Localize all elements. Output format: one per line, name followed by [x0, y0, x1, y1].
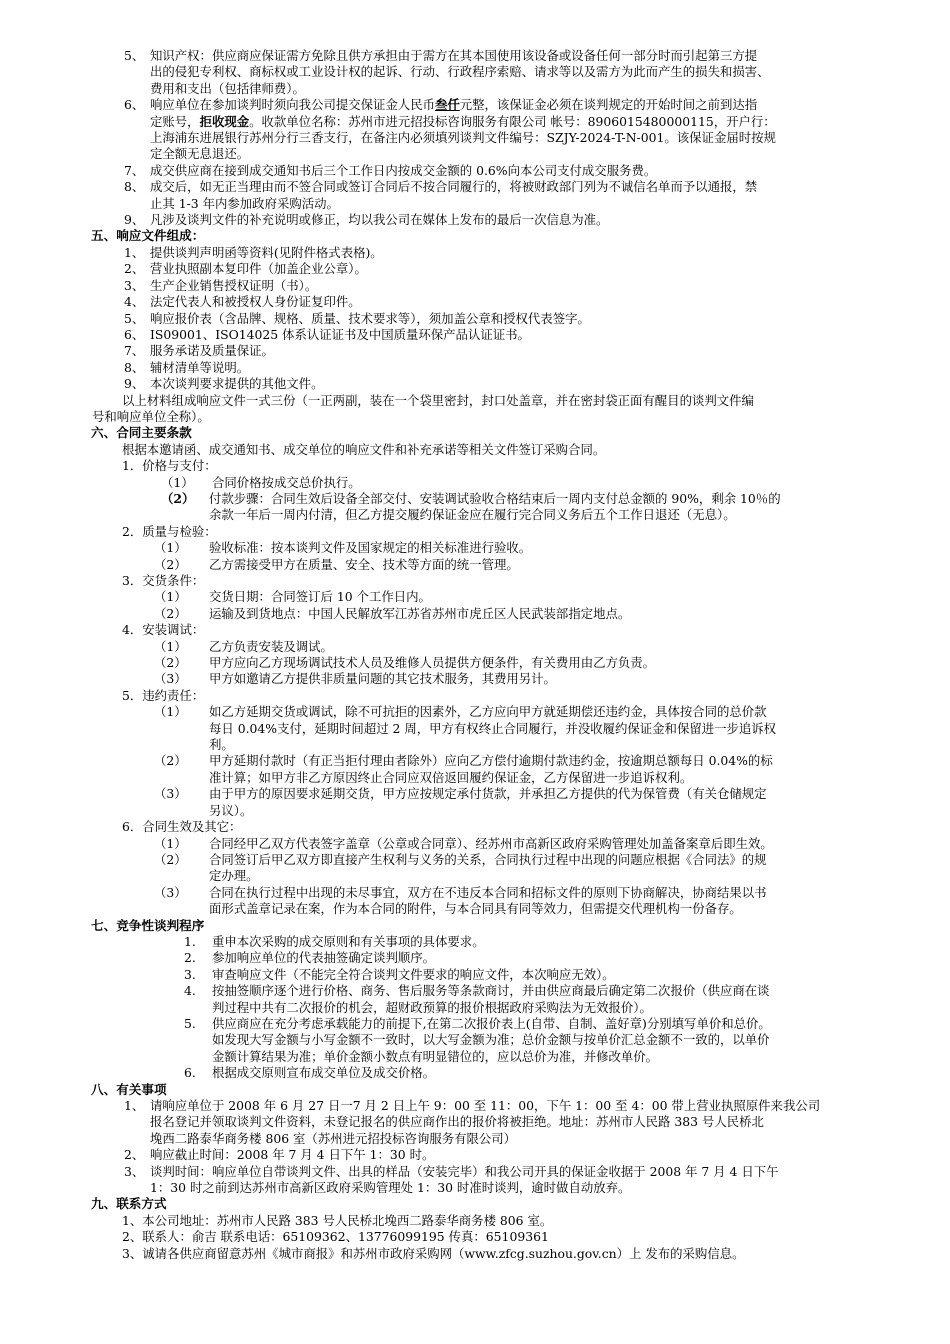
line-text: 4．安装调试： — [122, 622, 205, 638]
text-line — [0, 212, 950, 228]
item-number: （2） — [154, 605, 187, 621]
text-line — [0, 48, 950, 64]
line-text: 重申本次采购的成交原则和有关事项的具体要求。 — [212, 933, 485, 949]
line-text: 乙方负责安装及调试。 — [209, 638, 333, 654]
line-text: 如乙方延期交货或调试，除不可抗拒的因素外，乙方应向甲方就延期偿还违约金，具体按合同的总价款 — [209, 704, 767, 720]
line-text: 定全额无息退还。 — [150, 146, 250, 162]
item-number: （1） — [154, 589, 187, 605]
text-line — [0, 819, 950, 835]
line-text: 由于甲方的原因要求延期交货，甲方应按规定承付货款，并承担乙方提供的代为保管费（有关仓储规定 — [209, 786, 767, 802]
line-text: 乙方需接受甲方在质量、安全、技术等方面的统一管理。 — [209, 556, 519, 572]
line-text-cont: 。收款单位名称：苏州市进元招投标咨询服务有限公司 帐号：8906015480000115，开户行： — [249, 113, 776, 129]
text-line — [0, 1213, 950, 1229]
text-line — [0, 573, 950, 589]
line-text: 甲方延期付款时（有正当拒付理由者除外）应向乙方偿付逾期付款违约金，按逾期总额每日 0.04%的标 — [209, 753, 773, 769]
text-line — [0, 507, 950, 523]
text-line — [0, 409, 950, 425]
text-line — [0, 278, 950, 294]
item-number: 7、 — [124, 343, 145, 359]
text-line — [0, 868, 950, 884]
line-text: 谈判时间：响应单位自带谈判文件、出具的样品（安装完毕）和我公司开具的保证金收据于 2008 年 7 月 4 日下午 — [150, 1163, 779, 1179]
item-number: 5、 — [124, 48, 145, 63]
text-line — [0, 950, 950, 966]
line-text: 本次谈判要求提供的其他文件。 — [150, 376, 324, 392]
line-text: 以上材料组成响应文件一式三份（一正两副，装在一个袋里密封，封口处盖章，并在密封袋正面有醒目的谈判文件编 — [122, 392, 754, 408]
line-text: 判过程中共有二次报价的机会，超财政预算的报价根据政府采购法为无效报价）。 — [212, 999, 652, 1015]
text-line — [0, 475, 950, 491]
line-text: 3、诚请各供应商留意苏州《城市商报》和苏州市政府采购网（www.zfcg.suzhou.gov.cn）上 发布的采购信息。 — [122, 1245, 745, 1261]
item-number: 9、 — [124, 212, 145, 228]
text-line — [0, 146, 950, 162]
text-line — [0, 622, 950, 638]
line-text: 1、本公司地址：苏州市人民路 383 号人民桥北堍西二路泰华商务楼 806 室。 — [122, 1212, 553, 1228]
line-text: 利。 — [209, 737, 234, 753]
line-text: 根据本邀请函、成交通知书、成交单位的响应文件和补充承诺等相关文件签订采购合同。 — [122, 441, 606, 457]
line-text: 验收标准：按本谈判文件及国家规定的相关标准进行验收。 — [209, 540, 532, 556]
text-line — [0, 967, 950, 983]
line-text: 供应商应在充分考虑承载能力的前提下,在第二次报价表上(自带、自制、盖好章)分别填写单价和总价。 — [212, 1015, 771, 1031]
item-number: 1、 — [124, 244, 145, 260]
line-text: 报名登记并领取谈判文件资料，未登记报名的供应商作出的报价将被拒绝。地址：苏州市人民路 383 号人民桥北 — [150, 1114, 764, 1130]
text-line — [0, 557, 950, 573]
item-number: 8、 — [124, 359, 145, 375]
item-number: 1. — [184, 933, 196, 949]
item-number: 8、 — [124, 179, 145, 195]
item-number: 9、 — [124, 376, 145, 392]
line-text: 号和响应单位全称）。 — [92, 408, 210, 424]
text-line — [0, 1000, 950, 1016]
item-number: （1） — [154, 704, 187, 720]
text-line — [0, 327, 950, 343]
text-line — [0, 393, 950, 409]
text-line — [0, 491, 950, 507]
line-text: IS09001、ISO14025 体系认证证书及中国质量环保产品认证证书。 — [150, 326, 530, 342]
text-line — [0, 524, 950, 540]
item-number: 2、 — [124, 1147, 145, 1163]
line-text: 服务承诺及质量保证。 — [150, 343, 274, 359]
item-number: （3） — [154, 786, 187, 802]
line-text: 响应单位在参加谈判时须向我公司提交保证金人民币 — [150, 97, 435, 113]
line-text: 余款一年后一周内付清，但乙方提交履约保证金应在履行完合同义务后五个工作日退还（无息）。 — [209, 507, 736, 523]
line-text: 5．违约责任： — [122, 687, 205, 703]
text-line — [0, 655, 950, 671]
text-line — [0, 885, 950, 901]
line-text: 合同签订后甲乙双方即直接产生权利与义务的关系，合同执行过程中出现的问题应根据《合同法》的规 — [209, 851, 767, 867]
line-text: 准计算；如甲方非乙方原因终止合同应双倍返回履约保证金，乙方保留进一步追诉权利。 — [209, 769, 693, 785]
line-text: 成交供应商在接到成交通知书后三个工作日内按成交金额的 0.6%向本公司支付成交服务费。 — [150, 162, 657, 178]
item-number: （2） — [154, 851, 187, 867]
text-line — [0, 770, 950, 786]
section-heading — [0, 1196, 950, 1212]
deposit-amount: 叁仟 — [434, 97, 460, 113]
line-text: 定办理。 — [209, 868, 259, 884]
section-heading — [0, 918, 950, 934]
text-line — [0, 196, 950, 212]
line-text: 如发现大写金额与小写金额不一致时，以大写金额为准；总价金额与按单价汇总金额不一致的，以单价 — [212, 1032, 770, 1048]
line-text: 成交后，如无正当理由而不签合同或签订合同后不按合同履行的，将被财政部门列为不诚信名单而予以通报，禁 — [150, 179, 758, 195]
item-number: （2） — [154, 556, 187, 572]
line-text: 审查响应文件（不能完全符合谈判文件要求的响应文件，本次响应无效）。 — [212, 966, 615, 982]
line-text: 参加响应单位的代表抽签确定谈判顺序。 — [212, 950, 436, 966]
item-number: 3. — [184, 966, 196, 982]
line-text: 1：30 时之前到达苏州市高新区政府采购管理处 1：30 时准时谈判，逾时做自动放弃。 — [150, 1180, 631, 1196]
line-text: 按抽签顺序逐个进行价格、商务、售后服务等条款商讨，并由供应商最后确定第二次报价（供应商在谈 — [212, 983, 770, 999]
text-line — [0, 671, 950, 687]
item-number: （3） — [154, 884, 187, 900]
text-line — [0, 803, 950, 819]
item-number: （2） — [154, 753, 187, 769]
item-number: （3） — [154, 671, 187, 687]
text-line — [0, 901, 950, 917]
no-cash-notice: 拒收现金 — [199, 113, 250, 129]
line-text: 费用和支出（包括律师费）。 — [150, 80, 305, 96]
item-number: （1） — [154, 835, 187, 851]
text-line — [0, 1032, 950, 1048]
line-text: 请响应单位于 2008 年 6 月 27 日一7 月 2 日上午 9：00 至 11：00，下午 1：00 至 4：00 带上营业执照原件来我公司 — [150, 1098, 821, 1113]
text-line — [0, 294, 950, 310]
item-number: 4. — [184, 983, 196, 999]
line-text: 面形式盖章记录在案，作为本合同的附件，与本合同具有同等效力，但需提交代理机构一份备存。 — [209, 901, 742, 917]
text-line — [0, 376, 950, 392]
heading-text: 六、合同主要条款 — [91, 425, 192, 441]
text-line — [0, 114, 950, 130]
line-text: 甲方应向乙方现场调试技术人员及维修人员提供方便条件，有关费用由乙方负责。 — [209, 655, 656, 671]
item-number: 7、 — [124, 162, 145, 178]
line-text: 6．合同生效及其它： — [122, 819, 242, 835]
item-number: 1、 — [124, 1098, 145, 1113]
text-line — [0, 1131, 950, 1147]
line-text: 另议）。 — [209, 802, 253, 818]
item-number: 5. — [184, 1015, 196, 1031]
line-text: 法定代表人和被授权人身份证复印件。 — [150, 294, 361, 310]
line-text: 合同在执行过程中出现的未尽事宜，双方在不违反本合同和招标文件的原则下协商解决，协商结果以书 — [209, 884, 767, 900]
line-text: 交货日期：合同签订后 10 个工作日内。 — [209, 589, 431, 605]
text-line — [0, 540, 950, 556]
text-line — [0, 721, 950, 737]
document-page — [0, 48, 950, 1262]
text-line — [0, 163, 950, 179]
text-line — [0, 753, 950, 769]
line-text-cont: 元整，该保证金必须在谈判规定的开始时间之前到达指 — [459, 97, 758, 113]
line-text: 合同价格按成交总价执行。 — [212, 474, 361, 490]
line-text: 堍西二路泰华商务楼 806 室（苏州进元招投标咨询服务有限公司） — [150, 1130, 517, 1146]
section-heading — [0, 1082, 950, 1098]
text-line — [0, 704, 950, 720]
line-text: 2、联系人：俞吉 联系电话：65109362、13776099195 传真：65109361 — [122, 1229, 549, 1245]
line-text: 3．交货条件： — [122, 573, 205, 588]
item-number: （2） — [154, 655, 187, 671]
line-text: 2．质量与检验： — [122, 523, 217, 539]
line-text: 凡涉及谈判文件的补充说明或修正，均以我公司在媒体上发布的最后一次信息为准。 — [150, 212, 609, 228]
text-line — [0, 589, 950, 605]
item-number: （2） — [161, 490, 195, 506]
item-number: （1） — [154, 638, 187, 654]
text-line — [0, 64, 950, 80]
item-number: 3、 — [124, 277, 145, 293]
line-text: 响应截止时间：2008 年 7 月 4 日下午 1：30 时。 — [150, 1147, 435, 1163]
text-line — [0, 737, 950, 753]
heading-text: 九、联系方式 — [91, 1196, 167, 1212]
text-line — [0, 688, 950, 704]
text-line — [0, 639, 950, 655]
text-line — [0, 1016, 950, 1032]
text-line — [0, 1246, 950, 1262]
line-text: 甲方如邀请乙方提供非质量问题的其它技术服务，其费用另计。 — [209, 671, 556, 687]
text-line — [0, 442, 950, 458]
text-line — [0, 360, 950, 376]
item-number: 4、 — [124, 294, 145, 310]
item-number: （1） — [154, 540, 187, 556]
text-line — [0, 97, 950, 113]
line-text: 营业执照副本复印件（加盖企业公章）。 — [150, 261, 367, 277]
text-line — [0, 1065, 950, 1081]
text-line — [0, 81, 950, 97]
line-text: 生产企业销售授权证明（书）。 — [150, 277, 318, 293]
line-text: 合同经甲乙双方代表签字盖章（公章或合同章）、经苏州市高新区政府采购管理处加盖备案章后即生效。 — [209, 835, 773, 851]
line-text: 1．价格与支付： — [122, 458, 217, 474]
text-line — [0, 1114, 950, 1130]
section-heading — [0, 425, 950, 441]
text-line — [0, 1049, 950, 1065]
item-number: 2. — [184, 950, 196, 966]
text-line — [0, 130, 950, 146]
line-text: 定账号， — [150, 113, 200, 129]
text-line — [0, 786, 950, 802]
section-heading — [0, 228, 950, 244]
item-number: （1） — [161, 474, 194, 490]
item-number: 5、 — [124, 310, 145, 326]
item-number: 3、 — [124, 1163, 145, 1179]
item-number: 6. — [184, 1065, 196, 1081]
text-line — [0, 1180, 950, 1196]
line-text: 上海浦东进展银行苏州分行三香支行，在备注内必须填列谈判文件编号：SZJY-2024-T-N-001。该保证金届时按规 — [150, 130, 776, 146]
text-line — [0, 1098, 950, 1114]
text-line — [0, 245, 950, 261]
heading-text: 七、竞争性谈判程序 — [91, 917, 205, 933]
line-text: 止其 1-3 年内参加政府采购活动。 — [150, 195, 339, 211]
line-text: 提供谈判声明函等资料(见附件格式表格)。 — [150, 244, 383, 260]
line-text: 付款步骤：合同生效后设备全部交付、安装调试验收合格结束后一周内支付总金额的 90%，剩余 10％的 — [209, 490, 781, 506]
item-number: 6、 — [124, 97, 145, 113]
line-text: 知识产权：供应商应保证需方免除且供方承担由于需方在其本国使用该设备或设备任何一部分时而引起第三方提 — [150, 48, 758, 63]
text-line — [0, 934, 950, 950]
text-line — [0, 1147, 950, 1163]
text-line — [0, 1229, 950, 1245]
heading-text: 八、有关事项 — [91, 1081, 167, 1097]
text-line — [0, 343, 950, 359]
text-line — [0, 311, 950, 327]
line-text: 金额计算结果为准；单价金额小数点有明显错位的，应以总价为准，并修改单价。 — [212, 1048, 659, 1064]
text-line — [0, 1164, 950, 1180]
line-text: 运输及到货地点：中国人民解放军江苏省苏州市虎丘区人民武装部指定地点。 — [209, 605, 631, 621]
item-number: 2、 — [124, 261, 145, 277]
heading-text: 五、响应文件组成： — [91, 228, 205, 244]
item-number: 6、 — [124, 326, 145, 342]
text-line — [0, 983, 950, 999]
line-text: 出的侵犯专利权、商标权或工业设计权的起诉、行动、行政程序索赔、请求等以及需方为此而产生的损失和损害、 — [150, 64, 770, 80]
line-text: 辅材清单等说明。 — [150, 359, 250, 375]
text-line — [0, 458, 950, 474]
text-line — [0, 852, 950, 868]
line-text: 每日 0.04%支付，延期时间超过 2 周，甲方有权终止合同履行，并没收履约保证金和保留进一步追诉权 — [209, 720, 777, 736]
text-line — [0, 606, 950, 622]
text-line — [0, 179, 950, 195]
text-line — [0, 261, 950, 277]
line-text: 根据成交原则宣布成交单位及成交价格。 — [212, 1065, 436, 1081]
text-line — [0, 836, 950, 852]
line-text: 响应报价表（含品牌、规格、质量、技术要求等），须加盖公章和授权代表签字。 — [150, 310, 590, 326]
